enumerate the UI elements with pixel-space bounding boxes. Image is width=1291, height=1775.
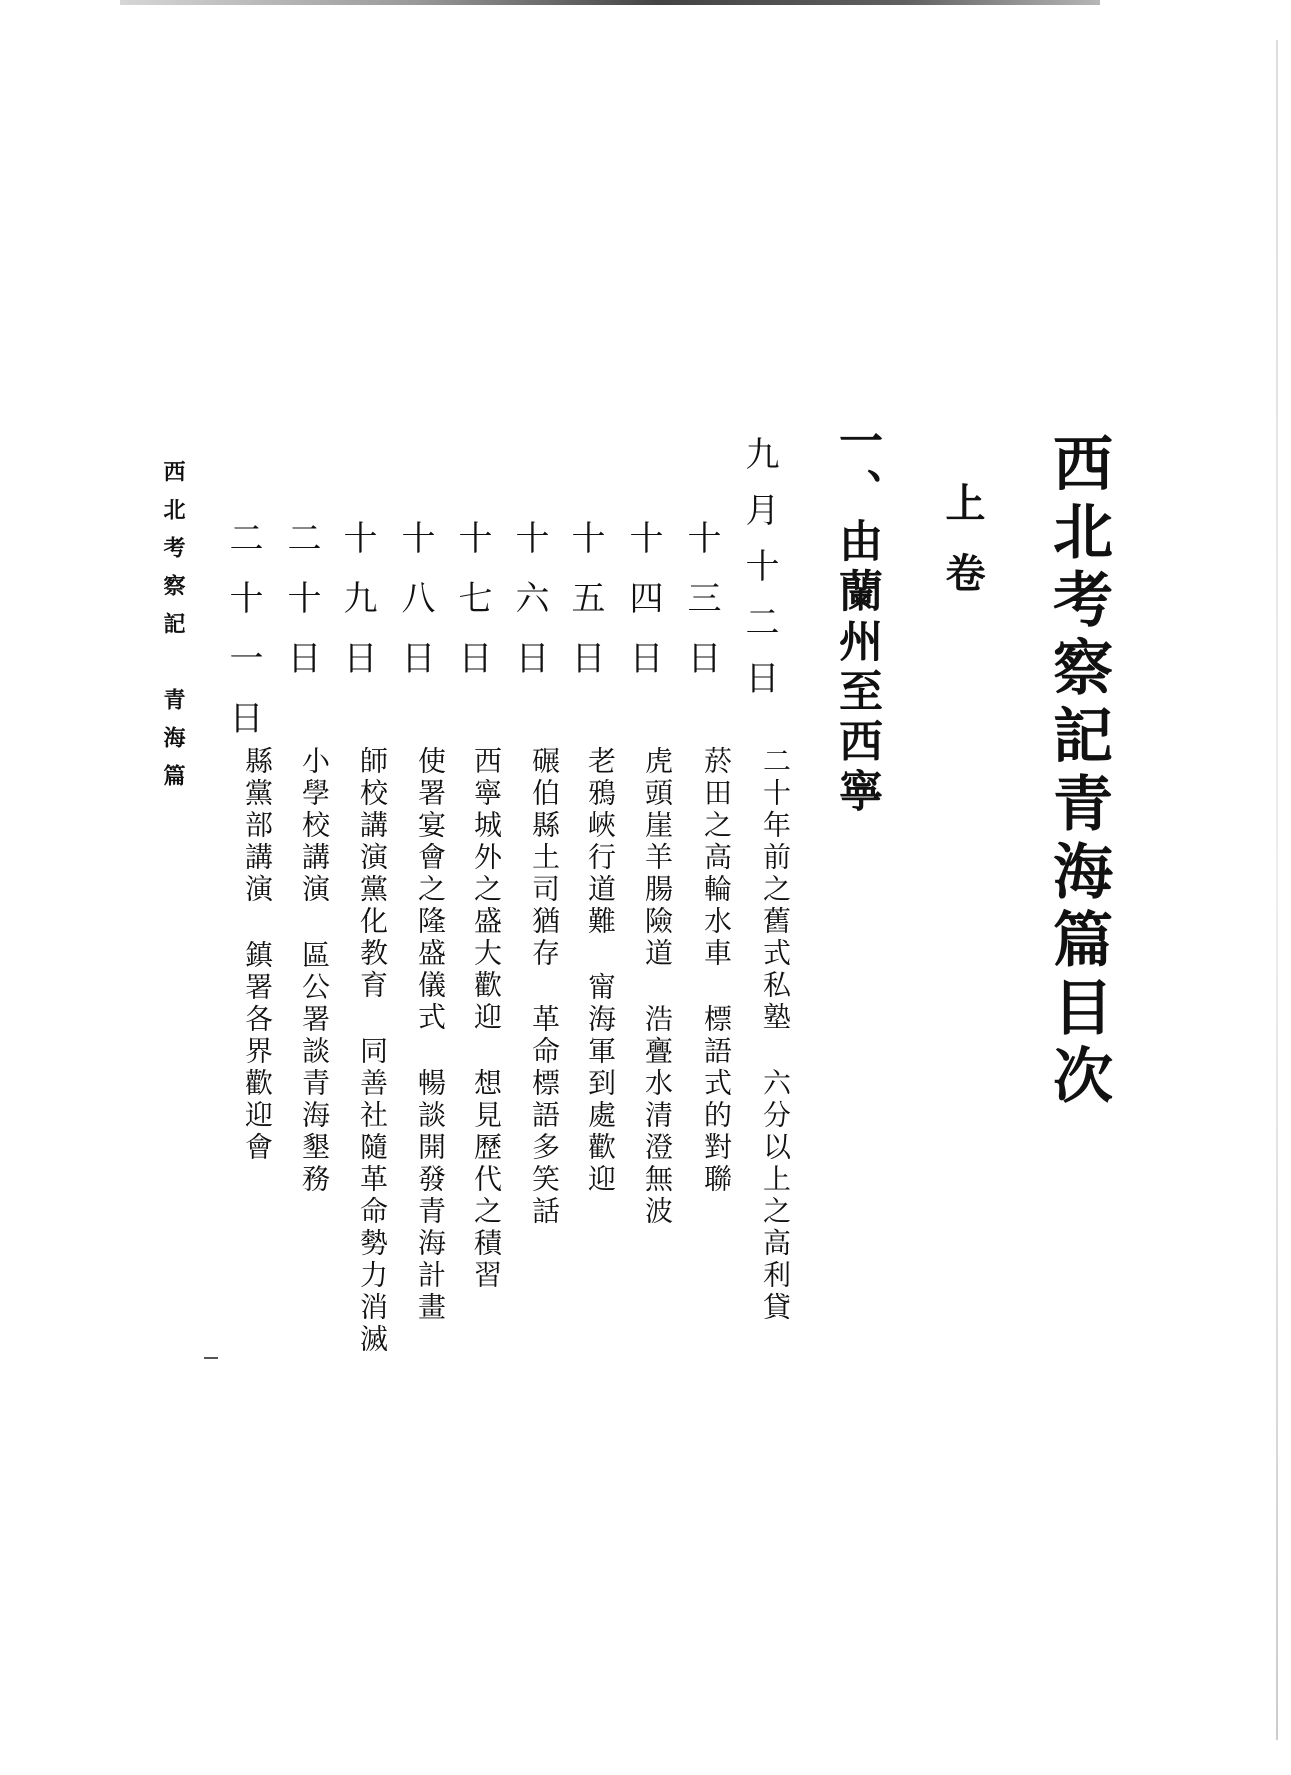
scan-edge-top	[120, 0, 1100, 5]
page-title: 西北考察記青海篇目次	[1043, 432, 1113, 1112]
entry-date: 十八日	[395, 520, 435, 700]
entry-topics	[356, 746, 389, 1356]
entry-topic: 六分以上之高利貸	[759, 1068, 792, 1324]
entry-topics	[298, 746, 331, 1196]
scan-edge-right	[1276, 40, 1278, 1740]
entry-date: 十三日	[681, 520, 721, 700]
entry-date: 十五日	[565, 520, 605, 700]
entry-topic: 老鴉峽行道難	[584, 746, 617, 938]
entry-date: 十九日	[337, 520, 377, 700]
entry-topics	[700, 746, 733, 1196]
entry-topics	[414, 746, 447, 1324]
entry-date: 二十一日	[223, 520, 263, 760]
entry-date: 九月十二日	[739, 436, 779, 716]
entry-topics	[759, 746, 792, 1324]
volume-heading: 上卷	[939, 482, 986, 622]
entry-topic: 想見歷代之積習	[470, 1068, 503, 1292]
entry-topic: 小學校講演	[298, 746, 331, 906]
entry-topic: 浩亹水清澄無波	[641, 1004, 674, 1228]
entry-topic: 鎮署各界歡迎會	[241, 940, 274, 1164]
entry-topics	[641, 746, 674, 1228]
entry-topic: 西寧城外之盛大歡迎	[470, 746, 503, 1034]
running-head: 西北考察記 青海篇	[160, 460, 186, 802]
entry-topic: 師校講演黨化教育	[356, 746, 389, 1002]
entry-topics	[470, 746, 503, 1292]
entry-topics	[241, 746, 274, 1164]
stray-mark	[204, 1357, 218, 1359]
entry-date: 十四日	[623, 520, 663, 700]
entry-topic: 暢談開發青海計畫	[414, 1068, 447, 1324]
entry-topic: 碾伯縣土司猶存	[528, 746, 561, 970]
entry-topics	[584, 746, 617, 1196]
entry-topic: 同善社隨革命勢力消滅	[356, 1036, 389, 1356]
section-heading: 一、由蘭州至西寧	[831, 418, 882, 818]
entry-topic: 標語式的對聯	[700, 1004, 733, 1196]
entry-topics	[528, 746, 561, 1228]
entry-topic: 虎頭崖羊腸險道	[641, 746, 674, 970]
entry-date: 十七日	[452, 520, 492, 700]
entry-topic: 縣黨部講演	[241, 746, 274, 906]
entry-date: 二十日	[281, 520, 321, 700]
entry-topic: 甯海軍到處歡迎	[584, 972, 617, 1196]
entry-topic: 革命標語多笑話	[528, 1004, 561, 1228]
entry-date: 十六日	[509, 520, 549, 700]
entry-topic: 二十年前之舊式私塾	[759, 746, 792, 1034]
entry-topic: 使署宴會之隆盛儀式	[414, 746, 447, 1034]
entry-topic: 區公署談青海墾務	[298, 940, 331, 1196]
entry-topic: 菸田之高輪水車	[700, 746, 733, 970]
